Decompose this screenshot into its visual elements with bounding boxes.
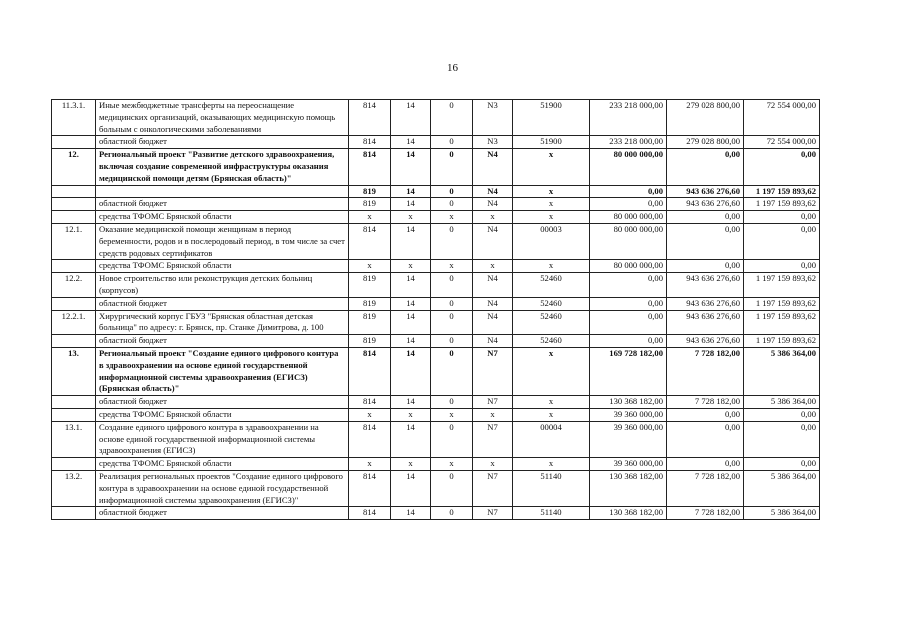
row-number xyxy=(52,408,96,421)
cell-amount-2: 7 728 182,00 xyxy=(667,470,744,506)
cell-amount-1: 0,00 xyxy=(590,198,667,211)
cell-amount-3: 5 386 364,00 xyxy=(744,507,820,520)
cell-program: 0 xyxy=(431,149,473,185)
cell-grbs: x xyxy=(349,211,391,224)
cell-grbs: 819 xyxy=(349,198,391,211)
cell-section: 14 xyxy=(391,396,431,409)
cell-grbs: x xyxy=(349,408,391,421)
cell-project: N3 xyxy=(473,100,513,136)
row-number xyxy=(52,297,96,310)
cell-direction: 00003 xyxy=(513,223,590,259)
cell-grbs: 819 xyxy=(349,273,391,298)
cell-amount-2: 943 636 276,60 xyxy=(667,310,744,335)
cell-program: 0 xyxy=(431,100,473,136)
cell-amount-1: 80 000 000,00 xyxy=(590,149,667,185)
table-row xyxy=(52,421,820,457)
table-row xyxy=(52,260,820,273)
cell-amount-1: 130 368 182,00 xyxy=(590,507,667,520)
cell-section: 14 xyxy=(391,149,431,185)
table-row xyxy=(52,136,820,149)
cell-amount-3: 5 386 364,00 xyxy=(744,347,820,395)
cell-direction: x xyxy=(513,396,590,409)
cell-grbs: 814 xyxy=(349,347,391,395)
cell-amount-2: 7 728 182,00 xyxy=(667,347,744,395)
cell-section: 14 xyxy=(391,335,431,348)
cell-project: N7 xyxy=(473,421,513,457)
cell-amount-1: 130 368 182,00 xyxy=(590,470,667,506)
cell-section: 14 xyxy=(391,507,431,520)
cell-section: 14 xyxy=(391,470,431,506)
cell-section: 14 xyxy=(391,310,431,335)
row-number xyxy=(52,136,96,149)
table-row xyxy=(52,310,820,335)
table-row xyxy=(52,100,820,136)
row-name: средства ТФОМС Брянской области xyxy=(96,458,349,471)
cell-program: 0 xyxy=(431,198,473,211)
cell-amount-2: 279 028 800,00 xyxy=(667,136,744,149)
cell-section: 14 xyxy=(391,347,431,395)
cell-amount-3: 1 197 159 893,62 xyxy=(744,273,820,298)
cell-amount-3: 5 386 364,00 xyxy=(744,470,820,506)
table-row xyxy=(52,185,820,198)
row-number: 12.1. xyxy=(52,223,96,259)
cell-amount-3: 1 197 159 893,62 xyxy=(744,198,820,211)
cell-program: 0 xyxy=(431,396,473,409)
row-name: Создание единого цифрового контура в здравоохранении на основе единой государственной информационной системы здравоохранения (ЕГИСЗ) xyxy=(96,421,349,457)
cell-direction: 00004 xyxy=(513,421,590,457)
row-number: 13.1. xyxy=(52,421,96,457)
cell-project: N7 xyxy=(473,470,513,506)
cell-amount-2: 7 728 182,00 xyxy=(667,396,744,409)
cell-amount-2: 943 636 276,60 xyxy=(667,273,744,298)
cell-program: 0 xyxy=(431,421,473,457)
row-number xyxy=(52,260,96,273)
cell-grbs: 819 xyxy=(349,185,391,198)
cell-amount-2: 0,00 xyxy=(667,421,744,457)
cell-project: x xyxy=(473,458,513,471)
cell-amount-2: 0,00 xyxy=(667,260,744,273)
cell-program: x xyxy=(431,408,473,421)
budget-table xyxy=(51,99,820,520)
cell-amount-2: 0,00 xyxy=(667,408,744,421)
cell-amount-1: 0,00 xyxy=(590,185,667,198)
cell-direction: x xyxy=(513,149,590,185)
cell-program: 0 xyxy=(431,273,473,298)
cell-project: x xyxy=(473,211,513,224)
cell-project: N4 xyxy=(473,185,513,198)
table-row xyxy=(52,211,820,224)
cell-grbs: 819 xyxy=(349,310,391,335)
row-number xyxy=(52,198,96,211)
cell-project: N4 xyxy=(473,149,513,185)
cell-amount-3: 72 554 000,00 xyxy=(744,136,820,149)
cell-amount-3: 72 554 000,00 xyxy=(744,100,820,136)
cell-amount-1: 80 000 000,00 xyxy=(590,260,667,273)
cell-amount-1: 39 360 000,00 xyxy=(590,458,667,471)
cell-direction: 52460 xyxy=(513,310,590,335)
row-number xyxy=(52,396,96,409)
cell-amount-2: 943 636 276,60 xyxy=(667,335,744,348)
cell-section: 14 xyxy=(391,297,431,310)
cell-project: N7 xyxy=(473,507,513,520)
cell-direction: 52460 xyxy=(513,273,590,298)
cell-program: 0 xyxy=(431,310,473,335)
row-name: Хирургический корпус ГБУЗ "Брянская областная детская больница" по адресу: г. Брянск, пр. Станке Димитрова, д. 100 xyxy=(96,310,349,335)
table-row xyxy=(52,223,820,259)
cell-grbs: x xyxy=(349,458,391,471)
cell-amount-3: 0,00 xyxy=(744,149,820,185)
cell-project: N4 xyxy=(473,335,513,348)
cell-amount-3: 0,00 xyxy=(744,211,820,224)
cell-amount-2: 7 728 182,00 xyxy=(667,507,744,520)
row-name: областной бюджет xyxy=(96,507,349,520)
row-name: Региональный проект "Развитие детского здравоохранения, включая создание современной инфраструктуры оказания медицинской помощи детям (Брянская область)" xyxy=(96,149,349,185)
cell-project: N4 xyxy=(473,273,513,298)
cell-program: 0 xyxy=(431,347,473,395)
row-name: средства ТФОМС Брянской области xyxy=(96,408,349,421)
row-number xyxy=(52,507,96,520)
cell-direction: 52460 xyxy=(513,297,590,310)
cell-grbs: 814 xyxy=(349,223,391,259)
row-name: средства ТФОМС Брянской области xyxy=(96,211,349,224)
row-number: 13. xyxy=(52,347,96,395)
cell-direction: x xyxy=(513,198,590,211)
row-name: Региональный проект "Создание единого цифрового контура в здравоохранении на основе единой государственной информационной системы здравоохранения (ЕГИСЗ) (Брянская область)" xyxy=(96,347,349,395)
cell-amount-1: 80 000 000,00 xyxy=(590,211,667,224)
cell-amount-1: 39 360 000,00 xyxy=(590,421,667,457)
cell-amount-3: 5 386 364,00 xyxy=(744,396,820,409)
cell-amount-3: 0,00 xyxy=(744,421,820,457)
cell-section: x xyxy=(391,458,431,471)
cell-amount-3: 1 197 159 893,62 xyxy=(744,185,820,198)
row-number: 12.2. xyxy=(52,273,96,298)
cell-section: x xyxy=(391,211,431,224)
table-row xyxy=(52,458,820,471)
row-name: средства ТФОМС Брянской области xyxy=(96,260,349,273)
cell-project: N4 xyxy=(473,297,513,310)
cell-direction: x xyxy=(513,458,590,471)
cell-grbs: 814 xyxy=(349,396,391,409)
cell-amount-3: 1 197 159 893,62 xyxy=(744,335,820,348)
cell-project: x xyxy=(473,260,513,273)
cell-section: 14 xyxy=(391,185,431,198)
cell-section: 14 xyxy=(391,273,431,298)
row-name: областной бюджет xyxy=(96,335,349,348)
row-number xyxy=(52,185,96,198)
cell-grbs: 814 xyxy=(349,507,391,520)
cell-direction: x xyxy=(513,347,590,395)
cell-project: N4 xyxy=(473,223,513,259)
row-number: 12.2.1. xyxy=(52,310,96,335)
table-row xyxy=(52,273,820,298)
row-number xyxy=(52,458,96,471)
row-name: областной бюджет xyxy=(96,136,349,149)
row-number: 12. xyxy=(52,149,96,185)
cell-grbs: 819 xyxy=(349,297,391,310)
row-number: 13.2. xyxy=(52,470,96,506)
cell-direction: x xyxy=(513,260,590,273)
cell-program: 0 xyxy=(431,507,473,520)
row-number: 11.3.1. xyxy=(52,100,96,136)
cell-amount-3: 0,00 xyxy=(744,260,820,273)
row-name xyxy=(96,185,349,198)
cell-program: x xyxy=(431,211,473,224)
table-row xyxy=(52,507,820,520)
cell-program: 0 xyxy=(431,335,473,348)
cell-amount-1: 0,00 xyxy=(590,310,667,335)
cell-program: x xyxy=(431,260,473,273)
row-name: Реализация региональных проектов "Создание единого цифрового контура в здравоохранении на основе единой государственной информационной системы здравоохранения (ЕГИСЗ)" xyxy=(96,470,349,506)
cell-amount-2: 0,00 xyxy=(667,223,744,259)
cell-project: N7 xyxy=(473,396,513,409)
cell-grbs: x xyxy=(349,260,391,273)
table-row xyxy=(52,149,820,185)
row-name: областной бюджет xyxy=(96,396,349,409)
cell-project: N7 xyxy=(473,347,513,395)
cell-amount-3: 0,00 xyxy=(744,223,820,259)
cell-direction: 51140 xyxy=(513,507,590,520)
cell-amount-2: 943 636 276,60 xyxy=(667,185,744,198)
cell-amount-2: 0,00 xyxy=(667,149,744,185)
cell-direction: 51140 xyxy=(513,470,590,506)
cell-program: 0 xyxy=(431,136,473,149)
cell-grbs: 814 xyxy=(349,149,391,185)
table-row xyxy=(52,396,820,409)
cell-direction: x xyxy=(513,408,590,421)
row-number xyxy=(52,211,96,224)
cell-amount-3: 1 197 159 893,62 xyxy=(744,297,820,310)
table-row xyxy=(52,347,820,395)
cell-section: 14 xyxy=(391,421,431,457)
cell-section: x xyxy=(391,408,431,421)
cell-amount-3: 0,00 xyxy=(744,458,820,471)
row-name: Иные межбюджетные трансферты на переоснащение медицинских организаций, оказывающих медицинскую помощь больным с онкологическими заболеваниями xyxy=(96,100,349,136)
cell-amount-2: 943 636 276,60 xyxy=(667,297,744,310)
cell-amount-1: 130 368 182,00 xyxy=(590,396,667,409)
cell-project: N4 xyxy=(473,310,513,335)
table-row xyxy=(52,297,820,310)
cell-amount-2: 279 028 800,00 xyxy=(667,100,744,136)
cell-section: 14 xyxy=(391,100,431,136)
cell-amount-2: 0,00 xyxy=(667,458,744,471)
cell-project: x xyxy=(473,408,513,421)
cell-amount-2: 943 636 276,60 xyxy=(667,198,744,211)
cell-amount-3: 1 197 159 893,62 xyxy=(744,310,820,335)
cell-section: 14 xyxy=(391,223,431,259)
cell-grbs: 814 xyxy=(349,421,391,457)
table-row xyxy=(52,408,820,421)
cell-grbs: 814 xyxy=(349,136,391,149)
cell-direction: 51900 xyxy=(513,136,590,149)
cell-amount-1: 169 728 182,00 xyxy=(590,347,667,395)
cell-amount-1: 233 218 000,00 xyxy=(590,100,667,136)
cell-grbs: 814 xyxy=(349,100,391,136)
cell-section: x xyxy=(391,260,431,273)
cell-direction: 52460 xyxy=(513,335,590,348)
cell-direction: x xyxy=(513,211,590,224)
row-number xyxy=(52,335,96,348)
page-number: 16 xyxy=(447,62,458,74)
cell-project: N4 xyxy=(473,198,513,211)
row-name: областной бюджет xyxy=(96,198,349,211)
cell-section: 14 xyxy=(391,198,431,211)
row-name: Новое строительство или реконструкция детских больниц (корпусов) xyxy=(96,273,349,298)
cell-program: x xyxy=(431,458,473,471)
cell-direction: 51900 xyxy=(513,100,590,136)
row-name: Оказание медицинской помощи женщинам в период беременности, родов и в послеродовый период, в том числе за счет средств родовых сертификатов xyxy=(96,223,349,259)
cell-section: 14 xyxy=(391,136,431,149)
cell-amount-3: 0,00 xyxy=(744,408,820,421)
cell-amount-1: 80 000 000,00 xyxy=(590,223,667,259)
table-row xyxy=(52,198,820,211)
cell-amount-1: 0,00 xyxy=(590,335,667,348)
cell-grbs: 814 xyxy=(349,470,391,506)
row-name: областной бюджет xyxy=(96,297,349,310)
cell-project: N3 xyxy=(473,136,513,149)
cell-program: 0 xyxy=(431,470,473,506)
cell-amount-1: 39 360 000,00 xyxy=(590,408,667,421)
cell-amount-1: 0,00 xyxy=(590,297,667,310)
table-row xyxy=(52,335,820,348)
cell-amount-1: 0,00 xyxy=(590,273,667,298)
cell-amount-2: 0,00 xyxy=(667,211,744,224)
cell-program: 0 xyxy=(431,185,473,198)
cell-amount-1: 233 218 000,00 xyxy=(590,136,667,149)
cell-direction: x xyxy=(513,185,590,198)
cell-grbs: 819 xyxy=(349,335,391,348)
cell-program: 0 xyxy=(431,297,473,310)
table-row xyxy=(52,470,820,506)
cell-program: 0 xyxy=(431,223,473,259)
